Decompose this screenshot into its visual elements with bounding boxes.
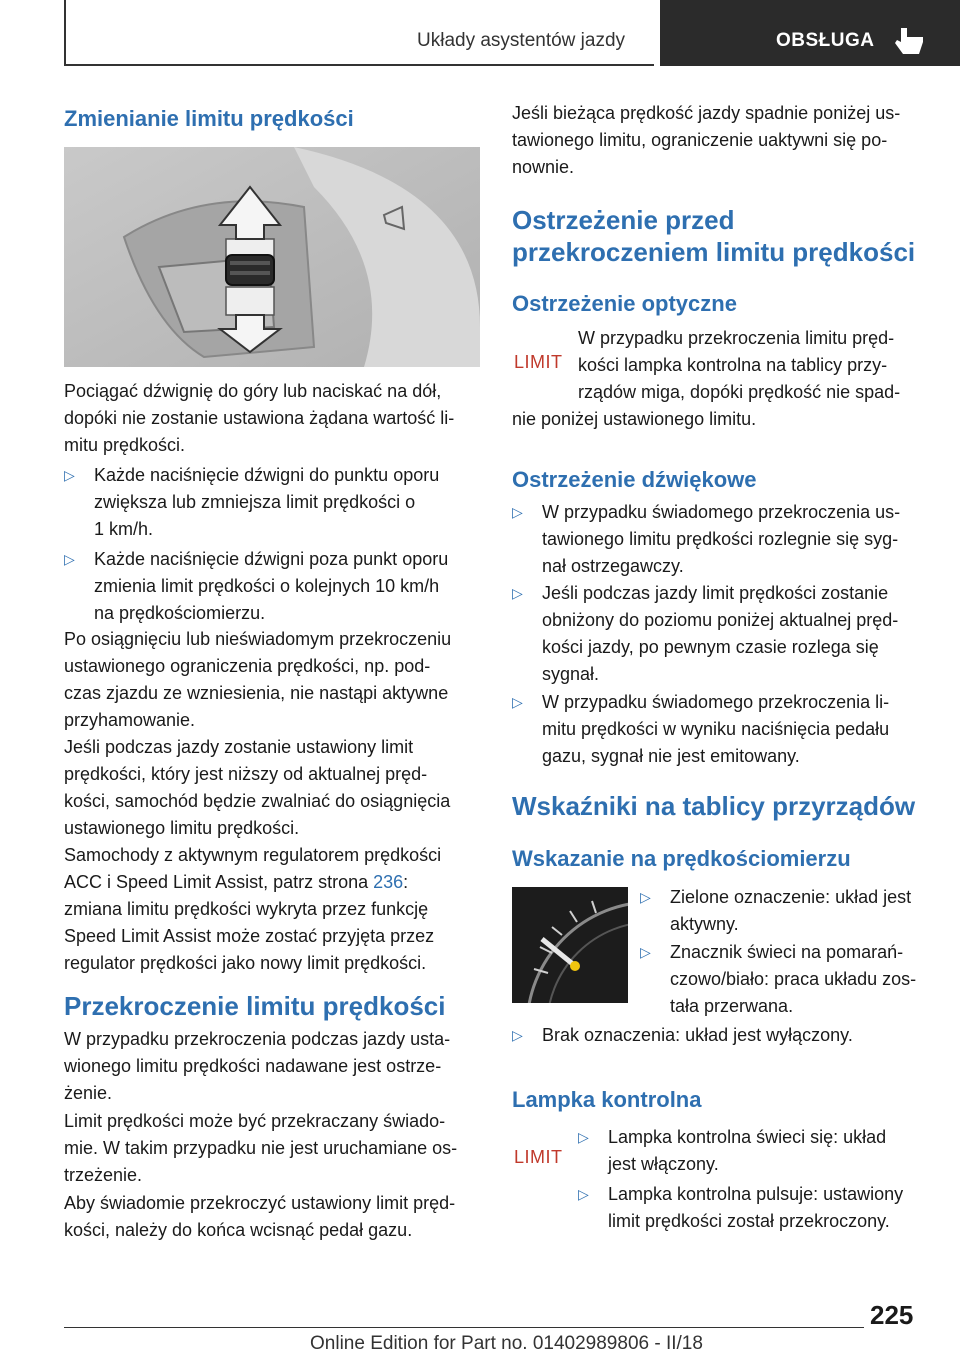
- triangle-bullet-icon: ▷: [512, 694, 523, 710]
- paragraph-deliberate-exceed: Limit prędkości może być przekraczany świado- mie. W takim przypadku nie jest uruchamiane os- trzeżenie.: [64, 1111, 458, 1185]
- triangle-bullet-icon: ▷: [578, 1186, 589, 1202]
- triangle-bullet-icon: ▷: [512, 585, 523, 601]
- edition-footer: Online Edition for Part no. 01402989806 - II/18: [310, 1333, 703, 1354]
- steering-wheel-lever-illustration: [64, 147, 480, 367]
- list-item: ▷ Brak oznaczenia: układ jest wyłączony.: [512, 1022, 928, 1049]
- triangle-bullet-icon: ▷: [512, 504, 523, 520]
- limit-indicator-icon: LIMIT: [514, 352, 563, 372]
- section-title: Układy asystentów jazdy: [417, 30, 626, 51]
- paragraph-warning-sound: W przypadku przekroczenia podczas jazdy usta- wionego limitu prędkości nadawane jest ostrze- żenie.: [64, 1029, 451, 1103]
- paragraph-reactivation: Jeśli bieżąca prędkość jazdy spadnie poniżej us- tawionego limitu, ograniczenie uaktywni się po- nownie.: [512, 103, 901, 177]
- triangle-bullet-icon: ▷: [640, 889, 651, 905]
- heading-indicator-lamp: Lampka kontrolna: [512, 1087, 702, 1112]
- paragraph-optical: W przypadku przekroczenia limitu pręd- kości lampka kontrolna na tablicy przy- rządów miga, dopóki prędkość nie spad- nie poniżej ustawionego limitu.: [512, 328, 901, 429]
- paragraph-lever-usage: Pociągać dźwignię do góry lub naciskać na dół, dopóki nie zostanie ustawiona żądana wartość li- mitu prędkości.: [64, 381, 455, 455]
- speedometer-image: [512, 887, 628, 1003]
- footer-rule: [64, 1327, 864, 1328]
- heading-acoustic-warning: Ostrzeżenie dźwiękowe: [512, 467, 757, 492]
- paragraph-lower-limit: Jeśli podczas jazdy zostanie ustawiony limit prędkości, który jest niższy od aktualnej pręd- kości, samochód będzie zwalniać do osiągnięcia ustawionego limitu prędkości.: [64, 737, 451, 838]
- triangle-bullet-icon: ▷: [512, 1027, 523, 1043]
- list-item: ▷ Zielone oznaczenie: układ jest aktywny.: [640, 884, 928, 938]
- limit-indicator-icon: LIMIT: [514, 1147, 563, 1167]
- list-item: ▷ Jeśli podczas jazdy limit prędkości zostanie obniżony do poziomu poniżej aktualnej pręd- kości jazdy, po pewnym czasie rozlega się sygnał.: [512, 580, 928, 688]
- triangle-bullet-icon: ▷: [578, 1129, 589, 1145]
- page-reference-link[interactable]: 236: [373, 872, 404, 892]
- list-item: ▷ Lampka kontrolna świeci się: układ jest włączony.: [578, 1124, 928, 1178]
- paragraph-kickdown: Aby świadomie przekroczyć ustawiony limit pręd- kości, należy do końca wcisnąć pedał gazu.: [64, 1193, 456, 1240]
- list-item: ▷ W przypadku świadomego przekroczenia li- mitu prędkości w wyniku naciśnięcia pedału gazu, sygnał nie jest emitowany.: [512, 689, 928, 770]
- heading-speedometer: Wskazanie na prędkościomierzu: [512, 846, 851, 871]
- heading-optical-warning: Ostrzeżenie optyczne: [512, 291, 737, 316]
- triangle-bullet-icon: ▷: [64, 467, 75, 483]
- page-number: 225: [870, 1300, 914, 1330]
- heading-change-limit: Zmienianie limitu prędkości: [64, 106, 354, 131]
- triangle-bullet-icon: ▷: [64, 551, 75, 567]
- heading-warning-before-exceeding: Ostrzeżenie przed przekroczeniem limitu prędkości: [512, 205, 916, 267]
- heading-exceeding-limit: Przekroczenie limitu prędkości: [64, 991, 446, 1021]
- paragraph-no-braking: Po osiągnięciu lub nieświadomym przekroczeniu ustawionego ograniczenia prędkości, np. pod- czas zjazdu ze wzniesienia, nie nastąpi aktywne przyhamowanie.: [64, 629, 452, 730]
- chapter-label: OBSŁUGA: [776, 30, 875, 51]
- list-item: ▷ W przypadku świadomego przekroczenia us- tawionego limitu prędkości rozlegnie się syg- nał ostrzegawczy.: [512, 499, 928, 580]
- list-item: ▷ Lampka kontrolna pulsuje: ustawiony limit prędkości został przekroczony.: [578, 1181, 928, 1235]
- list-item: ▷ Znacznik świeci na pomarań- czowo/biało: praca układu zos- tała przerwana.: [640, 939, 928, 1020]
- list-item: ▷ Każde naciśnięcie dźwigni do punktu oporu zwiększa lub zmniejsza limit prędkości o 1 km/h.: [64, 462, 480, 543]
- header-rule-vertical: [64, 0, 66, 66]
- pointing-hand-icon: [893, 24, 927, 56]
- heading-instrument-cluster: Wskaźniki na tablicy przyrządów: [512, 791, 916, 821]
- paragraph-acc: Samochody z aktywnym regulatorem prędkości ACC i Speed Limit Assist, patrz strona 236: zmiana limitu prędkości wykryta przez funkcję Speed Limit Assist może zostać przyjęta przez regulator prędkości jako nowy limit prędkości.: [64, 845, 442, 973]
- header-rule: [64, 64, 654, 66]
- triangle-bullet-icon: ▷: [640, 944, 651, 960]
- list-item: ▷ Każde naciśnięcie dźwigni poza punkt oporu zmienia limit prędkości o kolejnych 10 km/h na prędkościomierzu.: [64, 546, 480, 627]
